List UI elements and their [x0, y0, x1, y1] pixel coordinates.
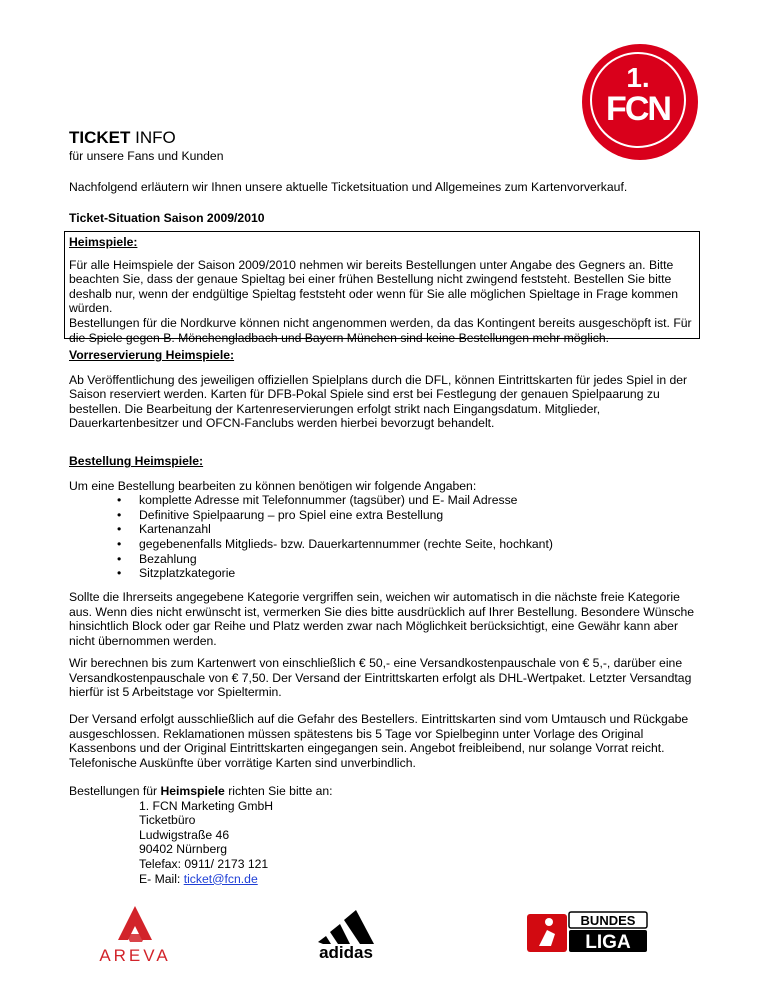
subtitle: für unsere Fans und Kunden [69, 149, 224, 163]
list-item: • Sitzplatzkategorie [117, 566, 699, 581]
address-line: 1. FCN Marketing GmbH [139, 798, 274, 813]
vorreservierung-heading: Vorreservierung Heimspiele: [69, 348, 235, 362]
contact-lead-post: richten Sie bitte an: [224, 784, 333, 798]
contact-section [69, 784, 699, 886]
heimspiele-heading: Heimspiele: [69, 235, 138, 249]
contact-lead [69, 784, 699, 799]
title-rest: INFO [130, 128, 176, 147]
title-bold: TICKET [69, 128, 131, 147]
email-label: E- Mail: [139, 871, 184, 886]
intro-text: Nachfolgend erläutern wir Ihnen unsere aktuelle Ticketsituation und Allgemeines zum Kartenvorverkauf. [69, 180, 628, 194]
adidas-logo [304, 906, 388, 960]
spacer [69, 250, 695, 258]
fcn-logo [582, 44, 698, 160]
fcn-logo-line2: FCN [606, 90, 670, 128]
fcn-logo-line1: 1. [626, 62, 650, 93]
page-title [69, 128, 176, 148]
address-line: Ticketbüro [139, 813, 196, 828]
heimspiele-para1: Für alle Heimspiele der Saison 2009/2010 nehmen wir bereits Bestellungen unter Angabe des Gegners an. Bitte beachten Sie, dass der genaue Spieltag bei einer frühen Bestellung nicht zwingend feststeht. Bestellen Sie bitte deshalb nur, wenn der endgültige Spieltag feststeht oder wenn für Sie alle möglichen Spieltage in Frage kommen würden. [69, 257, 679, 316]
list-item: • Bezahlung [117, 552, 699, 567]
vorreservierung-section [69, 348, 699, 431]
areva-wordmark: AREVA [99, 946, 171, 964]
address-line: Telefax: 0911/ 2173 121 [139, 856, 269, 871]
bundesliga-logo [527, 910, 649, 954]
email-link[interactable]: ticket@fcn.de [183, 871, 258, 886]
email-line [139, 872, 699, 887]
list-item: • Kartenanzahl [117, 522, 699, 537]
areva-logo [86, 904, 184, 964]
heimspiele-box [64, 231, 700, 345]
adidas-wordmark: adidas [319, 943, 373, 960]
sponsor-logos [0, 900, 768, 990]
versand-paragraph: Der Versand erfolgt ausschließlich auf die Gefahr des Bestellers. Eintrittskarten sind vom Umtausch und Rückgabe ausgeschlossen. Reklamationen müssen spätestens bis 5 Tage vor Spielbeginn unter Vorlage des Original Kassenbons und der Original Eintrittskarten eingegangen sein. Angebot freibleibend, nur solange Vorrat reicht. Telefonische Auskünfte über vorrätige Karten sind unverbindlich. [69, 712, 689, 770]
list-item: • Definitive Spielpaarung – pro Spiel eine extra Bestellung [117, 508, 699, 523]
spacer [69, 363, 699, 373]
vorreservierung-text: Ab Veröffentlichung des jeweiligen offiziellen Spielplans durch die DFL, können Eintrittskarten für jedes Spiel in der Saison reserviert werden. Karten für DFB-Pokal Spiele sind erst bei Festlegung der genauen Spielpaarung zu bestellen. Die Bearbeitung der Kartenreservierungen erfolgt strikt nach Eingangsdatum. Mitglieder, Dauerkartenbesitzer und OFCN-Fanclubs werden hierbei bevorzugt behandelt. [69, 372, 688, 431]
season-heading: Ticket-Situation Saison 2009/2010 [69, 211, 265, 225]
contact-lead-bold: Heimspiele [160, 784, 225, 798]
kategorie-paragraph: Sollte die Ihrerseits angegebene Kategorie vergriffen sein, weichen wir automatisch in die nächste freie Kategorie aus. Wenn dies nicht erwünscht ist, vermerken Sie dies bitte ausdrücklich auf Ihrer Bestellung. Besondere Wünsche hinsichtlich Block oder gar Reihe und Platz werden zwar nach Möglichkeit berücksichtigt, eine Gewähr kann aber nicht übernommen werden. [69, 590, 695, 648]
bestellung-heading: Bestellung Heimspiele: [69, 454, 204, 468]
requirements-list [69, 493, 699, 581]
contact-lead-pre: Bestellungen für [69, 784, 161, 798]
spacer [69, 469, 699, 479]
bestellung-section [69, 454, 699, 581]
address-line: 90402 Nürnberg [139, 842, 228, 857]
list-item: • komplette Adresse mit Telefonnummer (tagsüber) und E- Mail Adresse [117, 493, 699, 508]
list-item: • gegebenenfalls Mitglieds- bzw. Dauerkartennummer (rechte Seite, hochkant) [117, 537, 699, 552]
address-line: Ludwigstraße 46 [139, 827, 230, 842]
heimspiele-para2: Bestellungen für die Nordkurve können nicht angenommen werden, da das Kontingent bereits ausgeschöpft ist. Für die Spiele gegen B. Mönchengladbach und Bayern München sind keine Bestellungen mehr möglich. [69, 315, 692, 345]
bundesliga-top: BUNDES [580, 913, 636, 928]
bundesliga-bottom: LIGA [585, 932, 631, 953]
bestellung-lead: Um eine Bestellung bearbeiten zu können benötigen wir folgende Angaben: [69, 478, 477, 493]
versandkosten-paragraph: Wir berechnen bis zum Kartenwert von einschließlich € 50,- eine Versandkostenpauschale von € 5,-, darüber eine Versandkostenpauschale von € 7,50. Der Versand der Eintrittskarten erfolgt als DHL-Wertpaket. Letzter Versandtag hierfür ist 5 Arbeitstage vor Spieltermin. [69, 656, 692, 700]
fcn-logo-ring [590, 52, 686, 148]
address-block [69, 799, 699, 887]
